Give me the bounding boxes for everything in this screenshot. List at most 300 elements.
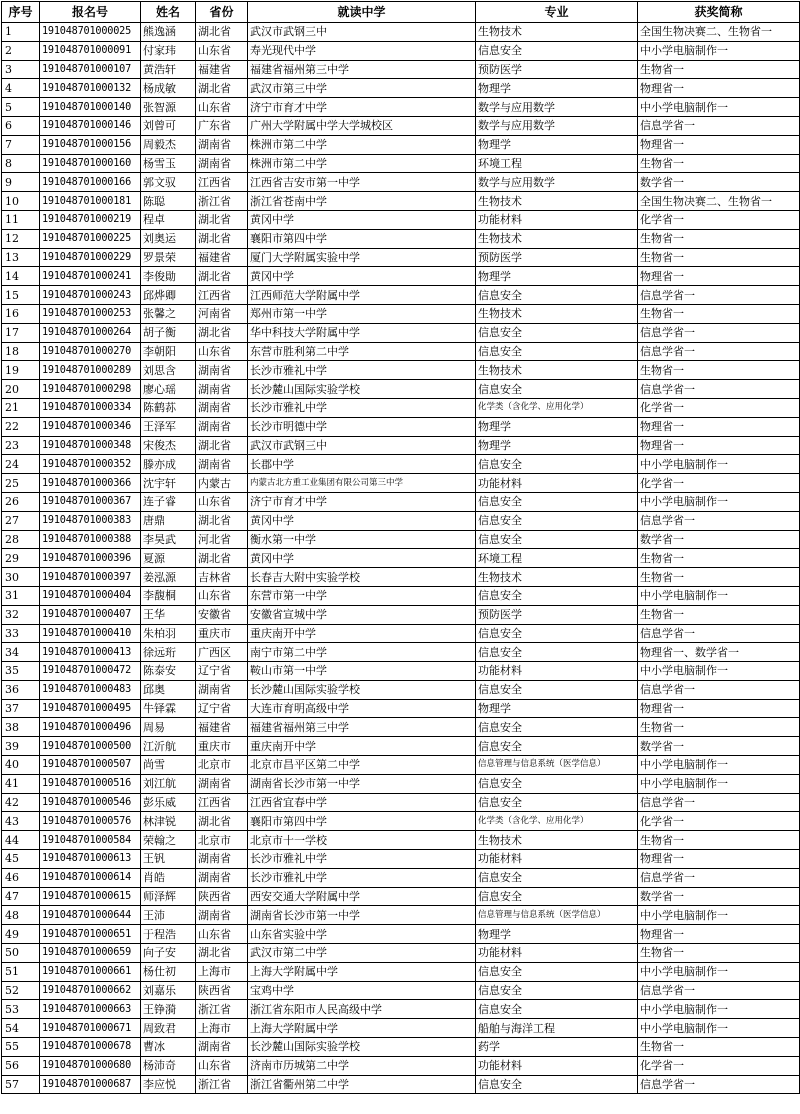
cell-major: 功能材料 [476, 944, 638, 963]
cell-registration-no: 191048701000107 [40, 60, 141, 79]
cell-registration-no: 191048701000687 [40, 1075, 141, 1094]
cell-name: 荣翰之 [141, 831, 196, 850]
cell-registration-no: 191048701000348 [40, 436, 141, 455]
table-row [2, 1038, 800, 1057]
cell-major: 生物技术 [476, 304, 638, 323]
cell-registration-no: 191048701000397 [40, 568, 141, 587]
table-row [2, 868, 800, 887]
cell-major: 药学 [476, 1038, 638, 1057]
cell-province: 重庆市 [196, 624, 248, 643]
cell-index: 42 [2, 793, 40, 812]
cell-school: 武汉市武钢三中 [248, 23, 476, 42]
cell-index: 9 [2, 173, 40, 192]
cell-province: 山东省 [196, 492, 248, 511]
cell-name: 徐远珩 [141, 643, 196, 662]
cell-province: 浙江省 [196, 192, 248, 211]
table-row [2, 511, 800, 530]
cell-index: 39 [2, 737, 40, 756]
cell-school: 南宁市第二中学 [248, 643, 476, 662]
table-row [2, 774, 800, 793]
cell-province: 重庆市 [196, 737, 248, 756]
cell-index: 32 [2, 605, 40, 624]
cell-award: 信息学省一 [638, 323, 800, 342]
cell-name: 罗景荣 [141, 248, 196, 267]
cell-major: 预防医学 [476, 605, 638, 624]
cell-index: 44 [2, 831, 40, 850]
cell-award: 中小学电脑制作一 [638, 98, 800, 117]
cell-index: 2 [2, 41, 40, 60]
cell-name: 王钒 [141, 850, 196, 869]
cell-index: 18 [2, 342, 40, 361]
table-row [2, 436, 800, 455]
table-row [2, 417, 800, 436]
cell-province: 湖南省 [196, 361, 248, 380]
cell-school: 重庆南开中学 [248, 624, 476, 643]
cell-index: 20 [2, 380, 40, 399]
cell-name: 邱奥 [141, 680, 196, 699]
cell-registration-no: 191048701000410 [40, 624, 141, 643]
table-row [2, 530, 800, 549]
cell-major: 信息管理与信息系统（医学信息） [476, 906, 638, 925]
cell-name: 陈泰安 [141, 662, 196, 681]
cell-school: 黄冈中学 [248, 511, 476, 530]
col-header-school: 就读中学 [248, 2, 476, 23]
table-row [2, 605, 800, 624]
cell-award: 中小学电脑制作一 [638, 1019, 800, 1038]
cell-province: 山东省 [196, 586, 248, 605]
cell-school: 北京市十一学校 [248, 831, 476, 850]
cell-index: 45 [2, 850, 40, 869]
cell-index: 40 [2, 756, 40, 775]
cell-major: 物理学 [476, 699, 638, 718]
cell-name: 程卓 [141, 210, 196, 229]
cell-school: 宝鸡中学 [248, 981, 476, 1000]
cell-award: 中小学电脑制作一 [638, 1000, 800, 1019]
table-row [2, 586, 800, 605]
cell-school: 江西省宜春中学 [248, 793, 476, 812]
table-row [2, 361, 800, 380]
cell-province: 广西区 [196, 643, 248, 662]
cell-school: 上海大学附属中学 [248, 1019, 476, 1038]
cell-registration-no: 191048701000156 [40, 135, 141, 154]
cell-index: 53 [2, 1000, 40, 1019]
cell-index: 55 [2, 1038, 40, 1057]
cell-province: 湖北省 [196, 944, 248, 963]
table-row [2, 793, 800, 812]
cell-province: 湖南省 [196, 455, 248, 474]
table-row [2, 831, 800, 850]
cell-name: 胡子衡 [141, 323, 196, 342]
cell-index: 13 [2, 248, 40, 267]
cell-index: 8 [2, 154, 40, 173]
cell-award: 生物省一 [638, 1038, 800, 1057]
cell-index: 35 [2, 662, 40, 681]
cell-award: 数学省一 [638, 530, 800, 549]
cell-major: 功能材料 [476, 474, 638, 493]
cell-index: 5 [2, 98, 40, 117]
cell-index: 49 [2, 925, 40, 944]
cell-award: 数学省一 [638, 737, 800, 756]
cell-registration-no: 191048701000507 [40, 756, 141, 775]
cell-award: 化学省一 [638, 210, 800, 229]
cell-major: 信息安全 [476, 774, 638, 793]
cell-school: 山东省实验中学 [248, 925, 476, 944]
cell-province: 湖北省 [196, 549, 248, 568]
cell-name: 张馨之 [141, 304, 196, 323]
cell-major: 信息安全 [476, 492, 638, 511]
cell-index: 27 [2, 511, 40, 530]
table-row [2, 850, 800, 869]
cell-index: 52 [2, 981, 40, 1000]
cell-province: 湖南省 [196, 680, 248, 699]
table-row [2, 342, 800, 361]
cell-index: 50 [2, 944, 40, 963]
cell-award: 信息学省一 [638, 793, 800, 812]
cell-award: 化学省一 [638, 398, 800, 417]
cell-index: 14 [2, 267, 40, 286]
cell-index: 25 [2, 474, 40, 493]
cell-school: 长沙麓山国际实验学校 [248, 680, 476, 699]
cell-major: 信息安全 [476, 793, 638, 812]
cell-province: 福建省 [196, 60, 248, 79]
col-header-index: 序号 [2, 2, 40, 23]
cell-name: 朱柏羽 [141, 624, 196, 643]
cell-province: 上海市 [196, 962, 248, 981]
cell-name: 师泽辉 [141, 887, 196, 906]
table-row [2, 1000, 800, 1019]
table-row [2, 248, 800, 267]
cell-index: 46 [2, 868, 40, 887]
cell-award: 化学省一 [638, 1056, 800, 1075]
cell-school: 安徽省宣城中学 [248, 605, 476, 624]
cell-registration-no: 191048701000472 [40, 662, 141, 681]
table-row [2, 962, 800, 981]
cell-province: 陕西省 [196, 887, 248, 906]
table-row [2, 380, 800, 399]
table-row [2, 492, 800, 511]
cell-major: 预防医学 [476, 60, 638, 79]
cell-school: 长沙市雅礼中学 [248, 398, 476, 417]
cell-province: 广东省 [196, 116, 248, 135]
cell-major: 预防医学 [476, 248, 638, 267]
cell-province: 湖北省 [196, 210, 248, 229]
cell-school: 浙江省苍南中学 [248, 192, 476, 211]
cell-registration-no: 191048701000352 [40, 455, 141, 474]
cell-name: 唐鼎 [141, 511, 196, 530]
cell-province: 湖北省 [196, 323, 248, 342]
cell-province: 湖南省 [196, 906, 248, 925]
table-row [2, 699, 800, 718]
cell-award: 信息学省一 [638, 680, 800, 699]
table-row [2, 210, 800, 229]
table-row [2, 154, 800, 173]
cell-province: 湖北省 [196, 436, 248, 455]
cell-name: 刘奥运 [141, 229, 196, 248]
cell-award: 中小学电脑制作一 [638, 662, 800, 681]
cell-province: 山东省 [196, 1056, 248, 1075]
cell-registration-no: 191048701000270 [40, 342, 141, 361]
cell-registration-no: 191048701000407 [40, 605, 141, 624]
cell-major: 信息安全 [476, 586, 638, 605]
cell-major: 信息安全 [476, 868, 638, 887]
table-row [2, 1056, 800, 1075]
cell-award: 中小学电脑制作一 [638, 41, 800, 60]
cell-registration-no: 191048701000483 [40, 680, 141, 699]
cell-index: 41 [2, 774, 40, 793]
cell-major: 生物技术 [476, 192, 638, 211]
cell-province: 湖北省 [196, 267, 248, 286]
cell-registration-no: 191048701000298 [40, 380, 141, 399]
cell-index: 17 [2, 323, 40, 342]
cell-name: 周致君 [141, 1019, 196, 1038]
cell-registration-no: 191048701000413 [40, 643, 141, 662]
cell-registration-no: 191048701000388 [40, 530, 141, 549]
cell-award: 化学省一 [638, 812, 800, 831]
cell-index: 31 [2, 586, 40, 605]
cell-school: 福建省福州第三中学 [248, 718, 476, 737]
cell-name: 向子安 [141, 944, 196, 963]
cell-index: 33 [2, 624, 40, 643]
cell-index: 28 [2, 530, 40, 549]
cell-major: 物理学 [476, 417, 638, 436]
cell-school: 衡水第一中学 [248, 530, 476, 549]
cell-award: 全国生物决赛二、生物省一 [638, 192, 800, 211]
table-row [2, 925, 800, 944]
cell-major: 信息安全 [476, 981, 638, 1000]
cell-registration-no: 191048701000225 [40, 229, 141, 248]
cell-name: 牛铎霖 [141, 699, 196, 718]
cell-major: 信息管理与信息系统（医学信息） [476, 756, 638, 775]
cell-name: 刘嘉乐 [141, 981, 196, 1000]
table-row [2, 98, 800, 117]
cell-name: 陈鹤荪 [141, 398, 196, 417]
cell-name: 黄浩轩 [141, 60, 196, 79]
cell-school: 厦门大学附属实验中学 [248, 248, 476, 267]
cell-province: 湖南省 [196, 1038, 248, 1057]
cell-school: 上海大学附属中学 [248, 962, 476, 981]
cell-registration-no: 191048701000366 [40, 474, 141, 493]
cell-award: 中小学电脑制作一 [638, 586, 800, 605]
cell-province: 山东省 [196, 98, 248, 117]
cell-province: 吉林省 [196, 568, 248, 587]
cell-award: 物理省一 [638, 925, 800, 944]
cell-school: 浙江省衢州第二中学 [248, 1075, 476, 1094]
cell-school: 长沙市雅礼中学 [248, 850, 476, 869]
cell-award: 物理省一 [638, 267, 800, 286]
cell-major: 功能材料 [476, 662, 638, 681]
cell-name: 杨仕初 [141, 962, 196, 981]
cell-major: 物理学 [476, 267, 638, 286]
cell-award: 中小学电脑制作一 [638, 774, 800, 793]
cell-registration-no: 191048701000219 [40, 210, 141, 229]
cell-index: 4 [2, 79, 40, 98]
cell-registration-no: 191048701000678 [40, 1038, 141, 1057]
cell-registration-no: 191048701000140 [40, 98, 141, 117]
cell-school: 济宁市育才中学 [248, 492, 476, 511]
cell-province: 山东省 [196, 342, 248, 361]
cell-school: 黄冈中学 [248, 210, 476, 229]
cell-major: 信息安全 [476, 380, 638, 399]
cell-award: 生物省一 [638, 944, 800, 963]
cell-major: 信息安全 [476, 530, 638, 549]
cell-award: 物理省一 [638, 79, 800, 98]
cell-award: 生物省一 [638, 229, 800, 248]
cell-name: 沈宇轩 [141, 474, 196, 493]
cell-registration-no: 191048701000229 [40, 248, 141, 267]
cell-school: 内蒙古北方重工业集团有限公司第三中学 [248, 474, 476, 493]
cell-school: 武汉市第三中学 [248, 79, 476, 98]
cell-school: 北京市昌平区第二中学 [248, 756, 476, 775]
cell-school: 寿光现代中学 [248, 41, 476, 60]
table-row [2, 323, 800, 342]
cell-index: 22 [2, 417, 40, 436]
cell-name: 滕亦成 [141, 455, 196, 474]
cell-award: 物理省一 [638, 850, 800, 869]
cell-name: 邱烨卿 [141, 286, 196, 305]
cell-name: 于程浩 [141, 925, 196, 944]
cell-province: 湖北省 [196, 23, 248, 42]
cell-province: 山东省 [196, 925, 248, 944]
cell-major: 物理学 [476, 925, 638, 944]
cell-index: 34 [2, 643, 40, 662]
cell-province: 湖北省 [196, 812, 248, 831]
cell-major: 生物技术 [476, 568, 638, 587]
cell-province: 湖南省 [196, 135, 248, 154]
cell-major: 信息安全 [476, 342, 638, 361]
cell-province: 湖南省 [196, 380, 248, 399]
cell-major: 功能材料 [476, 210, 638, 229]
cell-name: 王铮漪 [141, 1000, 196, 1019]
cell-name: 李昊武 [141, 530, 196, 549]
cell-school: 江西师范大学附属中学 [248, 286, 476, 305]
cell-award: 生物省一 [638, 831, 800, 850]
cell-registration-no: 191048701000025 [40, 23, 141, 42]
cell-school: 浙江省东阳市人民高级中学 [248, 1000, 476, 1019]
cell-province: 陕西省 [196, 981, 248, 1000]
cell-name: 尚雪 [141, 756, 196, 775]
cell-award: 信息学省一 [638, 342, 800, 361]
cell-index: 48 [2, 906, 40, 925]
cell-major: 信息安全 [476, 511, 638, 530]
cell-school: 长春吉大附中实验学校 [248, 568, 476, 587]
table-row [2, 662, 800, 681]
col-header-name: 姓名 [141, 2, 196, 23]
cell-index: 3 [2, 60, 40, 79]
cell-name: 张智源 [141, 98, 196, 117]
cell-school: 鞍山市第一中学 [248, 662, 476, 681]
cell-award: 物理省一 [638, 135, 800, 154]
cell-index: 54 [2, 1019, 40, 1038]
cell-registration-no: 191048701000367 [40, 492, 141, 511]
cell-name: 熊逸涵 [141, 23, 196, 42]
cell-registration-no: 191048701000346 [40, 417, 141, 436]
table-row [2, 643, 800, 662]
cell-award: 生物省一 [638, 718, 800, 737]
table-row [2, 41, 800, 60]
cell-major: 数学与应用数学 [476, 98, 638, 117]
cell-index: 37 [2, 699, 40, 718]
cell-school: 长沙市明德中学 [248, 417, 476, 436]
table-row [2, 944, 800, 963]
cell-registration-no: 191048701000661 [40, 962, 141, 981]
cell-major: 物理学 [476, 79, 638, 98]
table-row [2, 1075, 800, 1094]
cell-award: 物理省一 [638, 417, 800, 436]
cell-registration-no: 191048701000253 [40, 304, 141, 323]
cell-major: 船舶与海洋工程 [476, 1019, 638, 1038]
cell-registration-no: 191048701000662 [40, 981, 141, 1000]
cell-index: 10 [2, 192, 40, 211]
cell-school: 长郡中学 [248, 455, 476, 474]
cell-index: 56 [2, 1056, 40, 1075]
cell-registration-no: 191048701000671 [40, 1019, 141, 1038]
cell-registration-no: 191048701000243 [40, 286, 141, 305]
table-row [2, 624, 800, 643]
table-row [2, 23, 800, 42]
table-row [2, 756, 800, 775]
cell-school: 江西省吉安市第一中学 [248, 173, 476, 192]
cell-province: 内蒙古 [196, 474, 248, 493]
cell-province: 福建省 [196, 248, 248, 267]
cell-major: 数学与应用数学 [476, 116, 638, 135]
cell-registration-no: 191048701000396 [40, 549, 141, 568]
cell-major: 化学类（含化学、应用化学） [476, 398, 638, 417]
cell-index: 43 [2, 812, 40, 831]
cell-major: 信息安全 [476, 1075, 638, 1094]
col-header-major: 专业 [476, 2, 638, 23]
cell-award: 信息学省一 [638, 868, 800, 887]
cell-school: 重庆南开中学 [248, 737, 476, 756]
table-row [2, 1019, 800, 1038]
table-row [2, 286, 800, 305]
table-row [2, 474, 800, 493]
cell-school: 武汉市第二中学 [248, 944, 476, 963]
cell-major: 信息安全 [476, 323, 638, 342]
cell-name: 姜泓源 [141, 568, 196, 587]
cell-province: 江西省 [196, 793, 248, 812]
table-row [2, 135, 800, 154]
cell-award: 生物省一 [638, 361, 800, 380]
cell-major: 数学与应用数学 [476, 173, 638, 192]
cell-index: 7 [2, 135, 40, 154]
cell-award: 信息学省一 [638, 1075, 800, 1094]
cell-registration-no: 191048701000181 [40, 192, 141, 211]
cell-major: 信息安全 [476, 718, 638, 737]
cell-major: 信息安全 [476, 680, 638, 699]
cell-province: 辽宁省 [196, 662, 248, 681]
cell-registration-no: 191048701000160 [40, 154, 141, 173]
cell-registration-no: 191048701000546 [40, 793, 141, 812]
cell-province: 湖南省 [196, 774, 248, 793]
cell-school: 郑州市第一中学 [248, 304, 476, 323]
cell-province: 北京市 [196, 756, 248, 775]
cell-province: 辽宁省 [196, 699, 248, 718]
cell-award: 物理省一、数学省一 [638, 643, 800, 662]
cell-school: 西安交通大学附属中学 [248, 887, 476, 906]
cell-registration-no: 191048701000614 [40, 868, 141, 887]
cell-name: 杨沛奇 [141, 1056, 196, 1075]
cell-index: 16 [2, 304, 40, 323]
cell-registration-no: 191048701000404 [40, 586, 141, 605]
cell-registration-no: 191048701000264 [40, 323, 141, 342]
cell-index: 51 [2, 962, 40, 981]
table-row [2, 79, 800, 98]
cell-award: 中小学电脑制作一 [638, 906, 800, 925]
cell-school: 武汉市武钢三中 [248, 436, 476, 455]
cell-major: 信息安全 [476, 962, 638, 981]
cell-major: 信息安全 [476, 624, 638, 643]
cell-major: 功能材料 [476, 850, 638, 869]
